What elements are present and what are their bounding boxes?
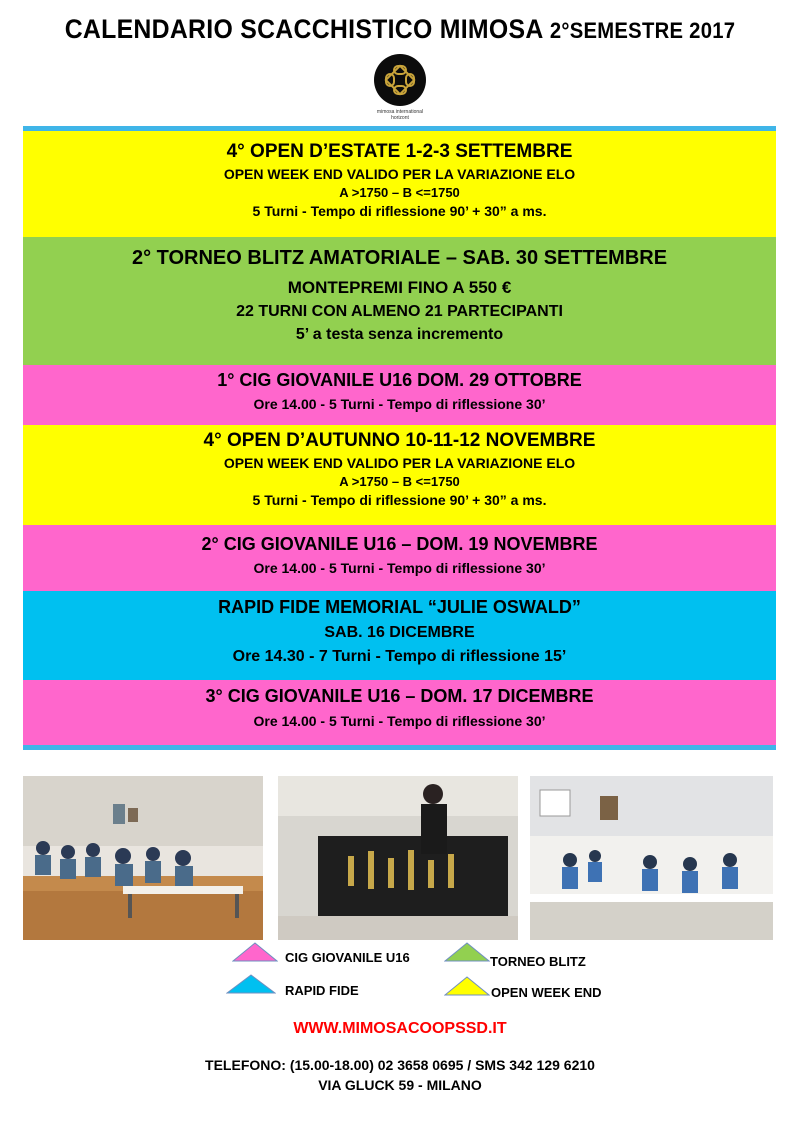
legend-blitz: TORNEO BLITZ <box>490 954 586 969</box>
event-cig-1 <box>23 365 776 425</box>
event-torneo-blitz <box>23 237 776 365</box>
contact-address: VIA GLUCK 59 - MILANO <box>318 1077 482 1093</box>
event-rapid-fide <box>23 591 776 680</box>
event-title: 2° TORNEO BLITZ AMATORIALE – SAB. 30 SETTEMBRE <box>131 247 668 269</box>
event-line: SAB. 16 DICEMBRE <box>324 624 475 641</box>
photo-playing-room <box>530 776 773 940</box>
event-cig-2 <box>23 525 776 591</box>
event-line: OPEN WEEK END VALIDO PER LA VARIAZIONE ELO <box>223 455 576 471</box>
logo-caption: mimosa international horizont <box>376 109 424 121</box>
event-title: RAPID FIDE MEMORIAL “JULIE OSWALD” <box>218 597 581 617</box>
yellow-triangle-icon <box>444 976 490 996</box>
event-line: A >1750 – B <=1750 <box>339 185 460 200</box>
cyan-triangle-icon <box>226 974 276 994</box>
page-title <box>32 14 768 45</box>
semester-text: 2°SEMESTRE 2017 <box>549 18 736 43</box>
contact-phone: TELEFONO: (15.00-18.00) 02 3658 0695 / SMS 342 129 6210 <box>205 1057 595 1073</box>
event-line: Ore 14.30 - 7 Turni - Tempo di riflessione 15’ <box>232 648 567 665</box>
event-line: 5 Turni - Tempo di riflessione 90’ + 30” a ms. <box>252 203 547 219</box>
logo <box>370 54 430 124</box>
event-line: 5’ a testa senza incremento <box>295 326 504 343</box>
event-line: MONTEPREMI FINO A 550 € <box>287 278 512 297</box>
endless-knot-icon <box>374 54 426 106</box>
legend-open: OPEN WEEK END <box>491 985 602 1000</box>
event-line: OPEN WEEK END VALIDO PER LA VARIAZIONE ELO <box>223 166 576 182</box>
event-cig-3 <box>23 680 776 745</box>
event-title: 2° CIG GIOVANILE U16 – DOM. 19 NOVEMBRE <box>201 534 598 554</box>
event-line: Ore 14.00 - 5 Turni - Tempo di riflessione 30’ <box>253 560 546 576</box>
event-open-autunno <box>23 425 776 525</box>
event-title: 3° CIG GIOVANILE U16 – DOM. 17 DICEMBRE <box>205 686 594 706</box>
event-line: Ore 14.00 - 5 Turni - Tempo di riflessione 30’ <box>253 396 546 412</box>
event-open-estate <box>23 131 776 237</box>
event-title: 1° CIG GIOVANILE U16 DOM. 29 OTTOBRE <box>217 370 582 390</box>
event-line: 5 Turni - Tempo di riflessione 90’ + 30” a ms. <box>252 492 547 508</box>
title-text: CALENDARIO SCACCHISTICO MIMOSA <box>64 14 543 44</box>
bottom-divider <box>23 745 776 750</box>
green-triangle-icon <box>444 942 490 962</box>
photo-trophies <box>278 776 518 940</box>
event-line: Ore 14.00 - 5 Turni - Tempo di riflessione 30’ <box>253 713 546 729</box>
legend-cig: CIG GIOVANILE U16 <box>285 950 410 965</box>
website-link[interactable]: WWW.MIMOSACOOPSSD.IT <box>293 1020 507 1037</box>
event-title: 4° OPEN D’ESTATE 1-2-3 SETTEMBRE <box>226 141 573 162</box>
pink-triangle-icon <box>232 942 278 962</box>
event-line: A >1750 – B <=1750 <box>339 474 460 489</box>
legend-rapid: RAPID FIDE <box>285 983 359 998</box>
event-line: 22 TURNI CON ALMENO 21 PARTECIPANTI <box>236 303 563 320</box>
event-title: 4° OPEN D’AUTUNNO 10-11-12 NOVEMBRE <box>203 430 596 451</box>
photo-tournament-hall <box>23 776 263 940</box>
